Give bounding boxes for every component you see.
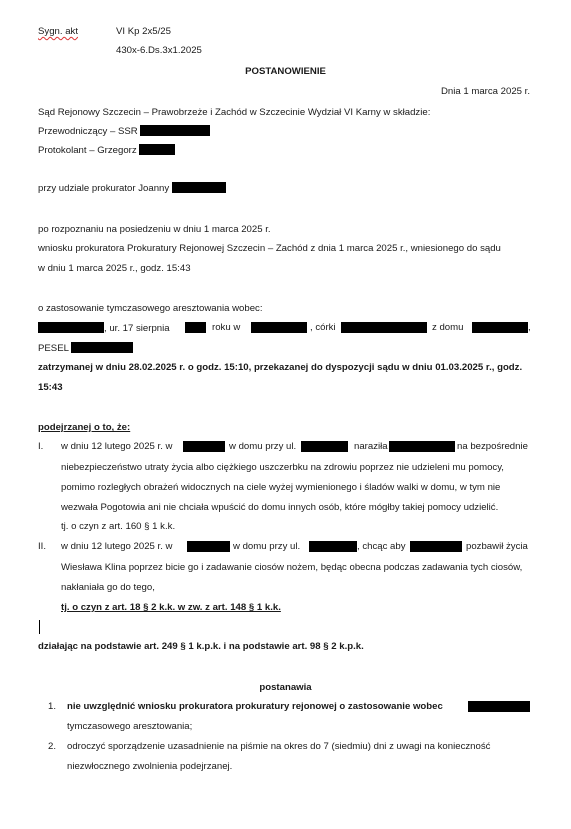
charge-text: wezwała Pogotowia ani nie chciała wpuścić do domu innych osób, które mógłby takiej pomocy udzielić.	[61, 502, 499, 513]
detained-line-2: 15:43	[38, 382, 63, 393]
resolves-heading: postanawia	[259, 682, 312, 693]
document-date: Dnia 1 marca 2025 r.	[440, 86, 530, 97]
legal-basis-line: działając na podstawie art. 249 § 1 k.p.k. i na podstawie art. 98 § 2 k.p.k.	[38, 641, 364, 652]
considered-line-2: wniosku prokuratora Prokuratury Rejonowej Szczecin – Zachód z dnia 1 marca 2025 r., wniesionego do sądu	[38, 243, 501, 254]
pesel-line	[38, 342, 133, 354]
charge-legal-reference: tj. o czyn z art. 18 § 2 k.k. w zw. z art. 148 § 1 k.k.	[61, 602, 281, 613]
charge-text: niebezpieczeństwo utraty życia albo ciężkiego uszczerbku na zdrowiu poprzez nie udzieleni mu pomocy,	[61, 462, 504, 473]
redaction-block	[301, 441, 348, 452]
case-number-label: Sygn. akt	[38, 26, 78, 37]
presiding-label: Przewodniczący – SSR	[38, 126, 138, 137]
charge-text: nakłaniała go do tego,	[61, 582, 155, 593]
charge-text: naraziła	[354, 441, 388, 452]
redaction-block	[172, 182, 226, 193]
considered-line-3: w dniu 1 marca 2025 r., godz. 15:43	[38, 263, 191, 274]
redaction-block	[341, 322, 427, 333]
page-title: POSTANOWIENIE	[245, 66, 326, 77]
decision-text: odroczyć sporządzenie uzasadnienie na piśmie na okres do 7 (siedmiu) dni z uwagi na konieczność	[67, 741, 491, 752]
prosecutor-line	[38, 182, 226, 194]
charge-number: II.	[38, 541, 46, 552]
birth-year-text: roku w	[212, 322, 241, 333]
detained-line-1: zatrzymanej w dniu 28.02.2025 r. o godz. 15:10, przekazanej do dyspozycji sądu w dniu 01.03.2025 r., godz.	[38, 362, 523, 373]
clerk-label: Protokolant – Grzegorz	[38, 145, 137, 156]
prosecutor-label: przy udziale prokurator Joanny	[38, 183, 170, 194]
redaction-block	[472, 322, 528, 333]
charge-text: pomimo rozległych obrażeń widocznych na ciele wyżej wymienionego i śladów walki w domu, w tym nie	[61, 482, 501, 493]
decision-number: 2.	[48, 741, 57, 752]
redaction-block	[183, 441, 225, 452]
court-line: Sąd Rejonowy Szczecin – Prawobrzeże i Zachód w Szczecinie Wydział VI Karny w składzie:	[38, 107, 431, 118]
charge-legal-reference: tj. o czyn z art. 160 § 1 k.k.	[61, 521, 176, 532]
daughter-text: , córki	[310, 322, 336, 333]
redaction-block	[187, 541, 230, 552]
redaction-block	[185, 322, 206, 333]
decision-text: tymczasowego aresztowania;	[67, 721, 193, 732]
comma-text: ,	[528, 322, 531, 333]
charge-text: w domu przy ul.	[233, 541, 301, 552]
redaction-block	[309, 541, 357, 552]
clerk-line	[38, 144, 175, 156]
redaction-block	[38, 322, 104, 333]
suspected-heading: podejrzanej o to, że:	[38, 422, 131, 433]
charge-text: Wiesława Klina poprzez bicie go i zadawanie ciosów nożem, będąc obecna podczas zadawania tych ciosów,	[61, 562, 523, 573]
redaction-block	[140, 125, 210, 136]
redaction-block	[139, 144, 175, 155]
maiden-name-text: z domu	[432, 322, 464, 333]
motion-line: o zastosowanie tymczasowego aresztowania wobec:	[38, 303, 263, 314]
redaction-block	[251, 322, 307, 333]
charge-text: na bezpośrednie	[457, 441, 528, 452]
birth-date-text: , ur. 17 sierpnia	[104, 323, 170, 334]
redaction-block	[410, 541, 462, 552]
charge-number: I.	[38, 441, 44, 452]
presiding-judge-line	[38, 125, 210, 137]
charge-text: , chcąc aby	[357, 541, 406, 552]
decision-text: nie uwzględnić wniosku prokuratora prokuratury rejonowej o zastosowanie wobec	[67, 701, 443, 712]
person-line	[38, 322, 170, 334]
decision-text: niezwłocznego zwolnienia podejrzanej.	[67, 761, 233, 772]
redaction-block	[71, 342, 133, 353]
considered-line-1: po rozpoznaniu na posiedzeniu w dniu 1 marca 2025 r.	[38, 224, 271, 235]
decision-number: 1.	[48, 701, 57, 712]
charge-text: w dniu 12 lutego 2025 r. w	[61, 541, 173, 552]
case-number: VI Kp 2x5/25	[116, 26, 171, 37]
text-cursor[interactable]	[39, 620, 40, 634]
redaction-block	[389, 441, 455, 452]
reference-number: 430x-6.Ds.3x1.2025	[116, 45, 202, 56]
charge-text: pozbawił życia	[466, 541, 528, 552]
charge-text: w dniu 12 lutego 2025 r. w	[61, 441, 173, 452]
charge-text: w domu przy ul.	[229, 441, 297, 452]
pesel-label: PESEL	[38, 343, 69, 354]
redaction-block	[468, 701, 530, 712]
